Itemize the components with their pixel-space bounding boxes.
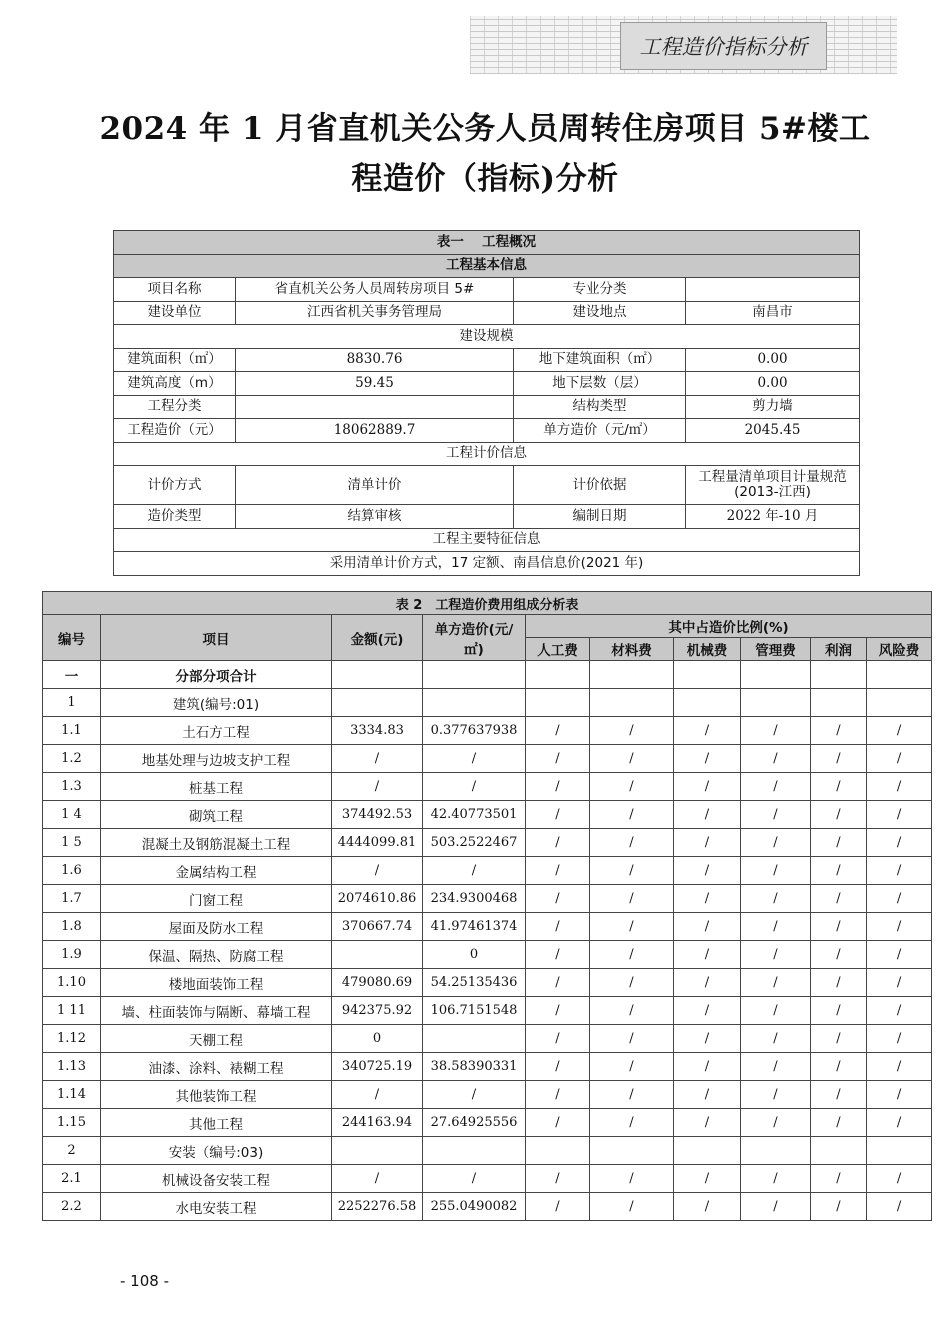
- row-ratio-material: /: [590, 1193, 674, 1221]
- row-ratio-management: /: [741, 857, 811, 885]
- row-code: 1.12: [43, 1025, 101, 1053]
- row-ratio-risk: /: [867, 857, 932, 885]
- table-row: [43, 773, 932, 801]
- row-amount: 479080.69: [332, 969, 423, 997]
- page-number: - 108 -: [120, 1272, 169, 1290]
- row-item: 砌筑工程: [101, 801, 332, 829]
- row-item: 安装（编号:03): [101, 1137, 332, 1165]
- row-ratio-management: /: [741, 1025, 811, 1053]
- row-unit-price: /: [423, 857, 526, 885]
- row-ratio-labor: [526, 1137, 590, 1165]
- row-ratio-profit: /: [811, 1053, 867, 1081]
- row-ratio-profit: /: [811, 801, 867, 829]
- page-title-line1: 2024 年 1 月省直机关公务人员周转住房项目 5#楼工: [99, 111, 871, 147]
- height-label: 建筑高度（m）: [114, 372, 236, 396]
- row-ratio-material: /: [590, 745, 674, 773]
- row-code: 2.1: [43, 1165, 101, 1193]
- row-unit-price: 503.2522467: [423, 829, 526, 857]
- row-item: 混凝土及钢筋混凝土工程: [101, 829, 332, 857]
- project-name-value: 省直机关公务人员周转房项目 5#: [236, 278, 514, 302]
- page-title: [60, 104, 910, 204]
- row-ratio-management: /: [741, 1053, 811, 1081]
- table-row: [43, 969, 932, 997]
- row-ratio-labor: /: [526, 801, 590, 829]
- row-code: 1 5: [43, 829, 101, 857]
- row-ratio-labor: /: [526, 969, 590, 997]
- row-ratio-management: /: [741, 941, 811, 969]
- col-header-ratio-group: 其中占造价比例(%): [526, 615, 932, 638]
- row-amount: 374492.53: [332, 801, 423, 829]
- row-ratio-material: /: [590, 717, 674, 745]
- features-value: 采用清单计价方式，17 定额、南昌信息价(2021 年): [114, 552, 860, 576]
- row-ratio-material: /: [590, 941, 674, 969]
- row-ratio-profit: [811, 661, 867, 689]
- row-ratio-machinery: /: [674, 1025, 741, 1053]
- row-ratio-material: /: [590, 997, 674, 1025]
- row-ratio-risk: [867, 1137, 932, 1165]
- section-basic-info: 工程基本信息: [114, 254, 860, 278]
- table-row: [43, 1109, 932, 1137]
- basement-floors-value: 0.00: [686, 372, 860, 396]
- row-code: 1.14: [43, 1081, 101, 1109]
- row-ratio-management: /: [741, 913, 811, 941]
- row-ratio-machinery: /: [674, 801, 741, 829]
- table-row: [43, 997, 932, 1025]
- table-row: [43, 1025, 932, 1053]
- height-value: 59.45: [236, 372, 514, 396]
- row-code: 1: [43, 689, 101, 717]
- row-code: 1.1: [43, 717, 101, 745]
- cost-type-label: 造价类型: [114, 505, 236, 529]
- row-code: 1.8: [43, 913, 101, 941]
- row-ratio-risk: /: [867, 1193, 932, 1221]
- col-header-amount: 金额(元): [332, 615, 423, 661]
- table-row: [43, 1193, 932, 1221]
- row-ratio-management: /: [741, 885, 811, 913]
- table-row: [43, 885, 932, 913]
- row-ratio-management: /: [741, 745, 811, 773]
- row-code: 1.9: [43, 941, 101, 969]
- row-unit-price: /: [423, 745, 526, 773]
- row-code: 2: [43, 1137, 101, 1165]
- basis-value: 工程量清单项目计量规范(2013-江西): [686, 466, 860, 505]
- row-item: 分部分项合计: [101, 661, 332, 689]
- row-ratio-material: /: [590, 801, 674, 829]
- row-ratio-profit: /: [811, 885, 867, 913]
- row-ratio-management: /: [741, 801, 811, 829]
- col-header-labor: 人工费: [526, 638, 590, 661]
- row-ratio-risk: /: [867, 969, 932, 997]
- row-item: 门窗工程: [101, 885, 332, 913]
- row-ratio-management: /: [741, 1109, 811, 1137]
- row-code: 一: [43, 661, 101, 689]
- row-ratio-profit: /: [811, 941, 867, 969]
- builder-value: 江西省机关事务管理局: [236, 301, 514, 325]
- location-label: 建设地点: [514, 301, 686, 325]
- col-header-material: 材料费: [590, 638, 674, 661]
- cost-composition-table: [42, 591, 932, 1221]
- row-ratio-profit: /: [811, 1165, 867, 1193]
- col-header-risk: 风险费: [867, 638, 932, 661]
- row-ratio-machinery: /: [674, 997, 741, 1025]
- row-ratio-material: [590, 689, 674, 717]
- row-ratio-labor: /: [526, 997, 590, 1025]
- row-ratio-machinery: /: [674, 773, 741, 801]
- row-ratio-management: /: [741, 1193, 811, 1221]
- location-value: 南昌市: [686, 301, 860, 325]
- col-header-machinery: 机械费: [674, 638, 741, 661]
- row-ratio-risk: /: [867, 1081, 932, 1109]
- row-ratio-material: /: [590, 969, 674, 997]
- date-value: 2022 年-10 月: [686, 505, 860, 529]
- row-amount: 4444099.81: [332, 829, 423, 857]
- row-item: 楼地面装饰工程: [101, 969, 332, 997]
- unit-cost-value: 2045.45: [686, 419, 860, 443]
- row-ratio-profit: /: [811, 745, 867, 773]
- row-ratio-risk: [867, 661, 932, 689]
- row-unit-price: 106.7151548: [423, 997, 526, 1025]
- row-unit-price: 0: [423, 941, 526, 969]
- row-ratio-management: /: [741, 969, 811, 997]
- basis-label: 计价依据: [514, 466, 686, 505]
- row-unit-price: 42.40773501: [423, 801, 526, 829]
- row-ratio-labor: /: [526, 941, 590, 969]
- table-row: [43, 1053, 932, 1081]
- row-ratio-machinery: /: [674, 857, 741, 885]
- category-value: [236, 395, 514, 419]
- row-ratio-machinery: /: [674, 969, 741, 997]
- row-ratio-risk: /: [867, 717, 932, 745]
- row-unit-price: 54.25135436: [423, 969, 526, 997]
- row-ratio-risk: /: [867, 885, 932, 913]
- row-amount: [332, 941, 423, 969]
- row-unit-price: [423, 1137, 526, 1165]
- row-ratio-risk: /: [867, 1165, 932, 1193]
- row-ratio-profit: /: [811, 1081, 867, 1109]
- row-item: 其他装饰工程: [101, 1081, 332, 1109]
- row-item: 桩基工程: [101, 773, 332, 801]
- table-row: [43, 717, 932, 745]
- row-code: 1.3: [43, 773, 101, 801]
- project-name-label: 项目名称: [114, 278, 236, 302]
- row-ratio-risk: /: [867, 913, 932, 941]
- row-unit-price: 255.0490082: [423, 1193, 526, 1221]
- method-label: 计价方式: [114, 466, 236, 505]
- row-ratio-labor: /: [526, 745, 590, 773]
- row-ratio-risk: /: [867, 941, 932, 969]
- table2-caption: 表 2 工程造价费用组成分析表: [43, 592, 932, 615]
- row-ratio-management: [741, 661, 811, 689]
- structure-value: 剪力墙: [686, 395, 860, 419]
- row-ratio-material: /: [590, 1025, 674, 1053]
- row-ratio-profit: /: [811, 829, 867, 857]
- category-label: 工程分类: [114, 395, 236, 419]
- row-ratio-machinery: /: [674, 1053, 741, 1081]
- row-ratio-machinery: /: [674, 1109, 741, 1137]
- table-row: [43, 857, 932, 885]
- row-ratio-labor: /: [526, 829, 590, 857]
- basement-area-value: 0.00: [686, 348, 860, 372]
- row-amount: 942375.92: [332, 997, 423, 1025]
- row-code: 1.7: [43, 885, 101, 913]
- row-ratio-profit: /: [811, 1193, 867, 1221]
- col-header-item: 项目: [101, 615, 332, 661]
- row-code: 2.2: [43, 1193, 101, 1221]
- row-amount: [332, 661, 423, 689]
- area-value: 8830.76: [236, 348, 514, 372]
- row-ratio-risk: /: [867, 801, 932, 829]
- table-row: [43, 661, 932, 689]
- row-ratio-risk: /: [867, 1109, 932, 1137]
- row-item: 其他工程: [101, 1109, 332, 1137]
- row-unit-price: [423, 689, 526, 717]
- row-ratio-machinery: /: [674, 745, 741, 773]
- row-unit-price: 41.97461374: [423, 913, 526, 941]
- row-ratio-labor: [526, 689, 590, 717]
- row-ratio-profit: /: [811, 717, 867, 745]
- row-ratio-machinery: [674, 1137, 741, 1165]
- specialty-value: [686, 278, 860, 302]
- table-row: [43, 1137, 932, 1165]
- row-item: 油漆、涂料、裱糊工程: [101, 1053, 332, 1081]
- row-item: 地基处理与边坡支护工程: [101, 745, 332, 773]
- row-ratio-management: /: [741, 829, 811, 857]
- row-ratio-management: [741, 1137, 811, 1165]
- row-ratio-material: /: [590, 857, 674, 885]
- row-unit-price: 27.64925556: [423, 1109, 526, 1137]
- row-ratio-material: /: [590, 913, 674, 941]
- row-ratio-labor: /: [526, 1025, 590, 1053]
- basement-area-label: 地下建筑面积（㎡）: [514, 348, 686, 372]
- row-ratio-material: /: [590, 885, 674, 913]
- row-amount: 0: [332, 1025, 423, 1053]
- row-ratio-labor: /: [526, 773, 590, 801]
- cost-type-value: 结算审核: [236, 505, 514, 529]
- table-row: [43, 941, 932, 969]
- row-ratio-profit: /: [811, 857, 867, 885]
- row-ratio-labor: /: [526, 1193, 590, 1221]
- table-row: [43, 913, 932, 941]
- row-code: 1.10: [43, 969, 101, 997]
- row-ratio-risk: /: [867, 1053, 932, 1081]
- project-overview-table: [113, 230, 860, 576]
- section-pricing: 工程计价信息: [114, 442, 860, 466]
- row-amount: 2074610.86: [332, 885, 423, 913]
- date-label: 编制日期: [514, 505, 686, 529]
- row-item: 土石方工程: [101, 717, 332, 745]
- table-row: [43, 1081, 932, 1109]
- row-ratio-management: /: [741, 1081, 811, 1109]
- row-ratio-machinery: [674, 689, 741, 717]
- row-ratio-machinery: [674, 661, 741, 689]
- row-amount: /: [332, 1165, 423, 1193]
- col-header-management: 管理费: [741, 638, 811, 661]
- row-item: 金属结构工程: [101, 857, 332, 885]
- row-ratio-machinery: /: [674, 1193, 741, 1221]
- row-amount: /: [332, 773, 423, 801]
- row-ratio-management: [741, 689, 811, 717]
- row-ratio-risk: /: [867, 829, 932, 857]
- row-unit-price: [423, 661, 526, 689]
- row-ratio-machinery: /: [674, 885, 741, 913]
- page-title-line2: 程造价（指标)分析: [351, 161, 619, 197]
- row-amount: 3334.83: [332, 717, 423, 745]
- row-ratio-management: /: [741, 997, 811, 1025]
- row-ratio-management: /: [741, 773, 811, 801]
- row-code: 1.2: [43, 745, 101, 773]
- row-item: 天棚工程: [101, 1025, 332, 1053]
- col-header-unit-price: 单方造价(元/㎡): [423, 615, 526, 661]
- row-ratio-risk: /: [867, 1025, 932, 1053]
- row-ratio-labor: /: [526, 1109, 590, 1137]
- basement-floors-label: 地下层数（层）: [514, 372, 686, 396]
- row-ratio-machinery: /: [674, 1081, 741, 1109]
- row-ratio-labor: /: [526, 857, 590, 885]
- row-ratio-material: /: [590, 1053, 674, 1081]
- row-item: 机械设备安装工程: [101, 1165, 332, 1193]
- row-ratio-profit: /: [811, 913, 867, 941]
- builder-label: 建设单位: [114, 301, 236, 325]
- row-unit-price: 38.58390331: [423, 1053, 526, 1081]
- table-row: [43, 689, 932, 717]
- section-features: 工程主要特征信息: [114, 528, 860, 552]
- specialty-label: 专业分类: [514, 278, 686, 302]
- table-row: [43, 801, 932, 829]
- cost-value: 18062889.7: [236, 419, 514, 443]
- structure-label: 结构类型: [514, 395, 686, 419]
- table-row: [43, 829, 932, 857]
- section-scale: 建设规模: [114, 325, 860, 349]
- row-item: 水电安装工程: [101, 1193, 332, 1221]
- row-ratio-profit: /: [811, 1025, 867, 1053]
- row-unit-price: /: [423, 773, 526, 801]
- row-ratio-labor: /: [526, 1165, 590, 1193]
- table-row: [43, 1165, 932, 1193]
- table-row: [43, 745, 932, 773]
- row-amount: 340725.19: [332, 1053, 423, 1081]
- row-item: 建筑(编号:01): [101, 689, 332, 717]
- row-ratio-profit: /: [811, 997, 867, 1025]
- row-unit-price: 234.9300468: [423, 885, 526, 913]
- row-ratio-profit: [811, 689, 867, 717]
- row-ratio-machinery: /: [674, 1165, 741, 1193]
- row-ratio-labor: /: [526, 913, 590, 941]
- row-ratio-machinery: /: [674, 941, 741, 969]
- row-amount: [332, 1137, 423, 1165]
- row-amount: /: [332, 745, 423, 773]
- row-code: 1.6: [43, 857, 101, 885]
- row-ratio-risk: [867, 689, 932, 717]
- row-code: 1 4: [43, 801, 101, 829]
- row-code: 1 11: [43, 997, 101, 1025]
- row-ratio-material: /: [590, 1109, 674, 1137]
- col-header-profit: 利润: [811, 638, 867, 661]
- row-ratio-management: /: [741, 717, 811, 745]
- row-ratio-material: [590, 1137, 674, 1165]
- row-unit-price: /: [423, 1081, 526, 1109]
- row-amount: 370667.74: [332, 913, 423, 941]
- row-amount: 244163.94: [332, 1109, 423, 1137]
- row-ratio-risk: /: [867, 745, 932, 773]
- row-ratio-profit: /: [811, 969, 867, 997]
- row-ratio-machinery: /: [674, 717, 741, 745]
- row-ratio-labor: /: [526, 717, 590, 745]
- row-ratio-profit: /: [811, 773, 867, 801]
- row-ratio-profit: [811, 1137, 867, 1165]
- row-ratio-labor: /: [526, 1053, 590, 1081]
- row-ratio-material: /: [590, 829, 674, 857]
- row-item: 屋面及防水工程: [101, 913, 332, 941]
- table1-caption: 表一 工程概况: [114, 231, 860, 255]
- row-amount: /: [332, 857, 423, 885]
- row-ratio-machinery: /: [674, 913, 741, 941]
- header-section-label: 工程造价指标分析: [620, 22, 827, 70]
- row-ratio-risk: /: [867, 773, 932, 801]
- row-code: 1.13: [43, 1053, 101, 1081]
- row-ratio-material: /: [590, 1165, 674, 1193]
- area-label: 建筑面积（㎡）: [114, 348, 236, 372]
- unit-cost-label: 单方造价（元/㎡）: [514, 419, 686, 443]
- row-ratio-labor: /: [526, 1081, 590, 1109]
- row-item: 墙、柱面装饰与隔断、幕墙工程: [101, 997, 332, 1025]
- cost-label: 工程造价（元）: [114, 419, 236, 443]
- row-code: 1.15: [43, 1109, 101, 1137]
- row-unit-price: /: [423, 1165, 526, 1193]
- method-value: 清单计价: [236, 466, 514, 505]
- row-unit-price: 0.377637938: [423, 717, 526, 745]
- row-ratio-material: /: [590, 1081, 674, 1109]
- row-ratio-labor: /: [526, 885, 590, 913]
- row-item: 保温、隔热、防腐工程: [101, 941, 332, 969]
- row-amount: 2252276.58: [332, 1193, 423, 1221]
- row-unit-price: [423, 1025, 526, 1053]
- row-ratio-profit: /: [811, 1109, 867, 1137]
- row-ratio-management: /: [741, 1165, 811, 1193]
- row-ratio-risk: /: [867, 997, 932, 1025]
- row-amount: /: [332, 1081, 423, 1109]
- col-header-code: 编号: [43, 615, 101, 661]
- row-ratio-material: /: [590, 773, 674, 801]
- row-ratio-material: [590, 661, 674, 689]
- row-ratio-machinery: /: [674, 829, 741, 857]
- row-amount: [332, 689, 423, 717]
- row-ratio-labor: [526, 661, 590, 689]
